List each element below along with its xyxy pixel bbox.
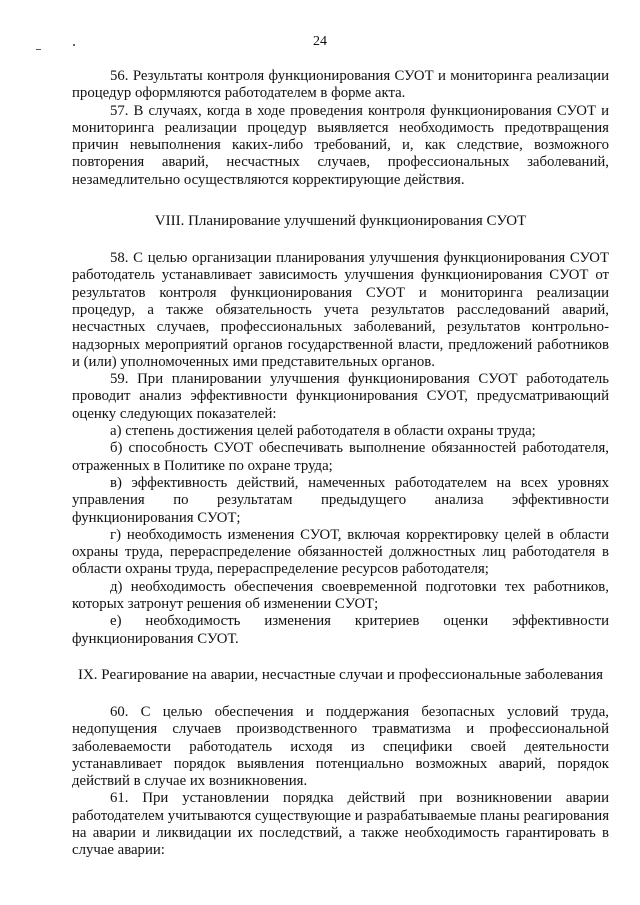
paragraph-59-a: а) степень достижения целей работодателя в области охраны труда; xyxy=(110,423,536,440)
page-number: 24 xyxy=(313,34,327,49)
section-heading-viii: VIII. Планирование улучшений функционирования СУОТ xyxy=(154,213,527,230)
paragraph-60: 60. С целью обеспечения и поддержания безопасных условий труда, недопущения случаев производственного травматизма и профессиональной заболеваемости работодатель исходя из специфики своей деятельности устанавливает порядок выявления потенциально возможных аварий, порядок действий в случае их возникновения. xyxy=(72,703,609,790)
paragraph-59: 59. При планировании улучшения функционирования СУОТ работодатель проводит анализ эффективности функционирования СУОТ, предусматривающий оценку следующих показателей: xyxy=(72,371,609,422)
paragraph-59-g: г) необходимость изменения СУОТ, включая корректировку целей в области охраны труда, перераспределение обязанностей должностных лиц работодателя в области охраны труда, перераспределение ресурсов работодателя; xyxy=(72,526,609,578)
paragraph-56: 56. Результаты контроля функционирования СУОТ и мониторинга реализации процедур оформляются работодателем в форме акта. xyxy=(72,68,609,102)
paragraph-61: 61. При установлении порядка действий при возникновении аварии работодателем учитываются существующие и разрабатываемые планы реагирования на аварии и ликвидации их последствий, а также необходимость гарантировать в случае аварии: xyxy=(72,790,609,859)
document-body xyxy=(72,68,609,860)
paragraph-59-d: д) необходимость обеспечения своевременной подготовки тех работников, которых затронут решения об изменении СУОТ; xyxy=(72,578,609,613)
paragraph-57: 57. В случаях, когда в ходе проведения контроля функционирования СУОТ и мониторинга реализации процедур выявляется необходимость предотвращения причин невыполнения каких-либо требований, и, как следствие, возможного повторения аварий, несчастных случаев, профессиональных заболеваний, незамедлительно осуществляются корректирующие действия. xyxy=(72,102,609,188)
paragraph-59-e: е) необходимость изменения критериев оценки эффективности функционирования СУОТ. xyxy=(72,613,609,647)
section-heading-ix: IX. Реагирование на аварии, несчастные случаи и профессиональные заболевания xyxy=(77,666,604,683)
paragraph-58: 58. С целью организации планирования улучшения функционирования СУОТ работодатель устанавливает зависимость улучшения функционирования СУОТ от результатов контроля функционирования СУОТ и мониторинга реализации процедур, а также обязательность учета результатов расследований аварий, несчастных случаев, профессиональных заболеваний, результатов контрольно-надзорных мероприятий органов государственной власти, предложений работников и (или) уполномоченных ими представительных органов. xyxy=(72,250,609,370)
paragraph-59-b: б) способность СУОТ обеспечивать выполнение обязанностей работодателя, отраженных в Политике по охране труда; xyxy=(72,440,609,474)
paragraph-59-v: в) эффективность действий, намеченных работодателем на всех уровнях управления по результатам предыдущего анализа эффективности функционирования СУОТ; xyxy=(72,474,609,526)
